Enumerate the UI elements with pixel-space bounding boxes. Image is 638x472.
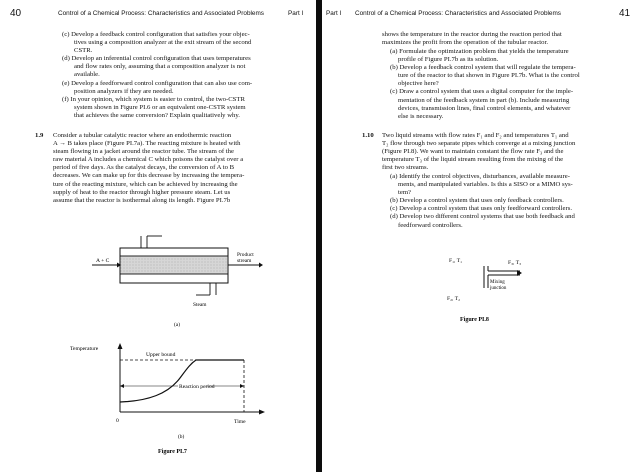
problem-text: Two liquid streams with flow rates F₁ and F₂ and temperatures T₁ and T₂ flow through two separate pipes which converge at a mixing junction (Figure PI.8). We want to maintain constant the flow rate F₃ and the temperature T₃ of the liquid stream resulting from the mixing of the first two streams. [382,132,576,172]
steam-label: Steam [193,302,207,308]
sub-item-c: (c) Develop a feedback control configuration that satisfies your objec- tives using a composition analyzer at the exit stream of the second CSTR. [62,31,252,55]
period-arrowhead-left [120,384,124,388]
reactor-tube [120,256,228,274]
sub-item-d: (d) Develop an inferential control configuration that uses temperatures and flow rates only, assuming that a composition analyzer is not available. [62,55,251,79]
problem-number: 1.10 [362,132,374,139]
running-head: Control of a Chemical Process: Characteristics and Associated Problems [355,10,562,17]
sub-item-f: (f) In your opinion, which system is easier to control, the two-CSTR system shown in Figure PI.6 or an equivalent one-CSTR system that achieves the same conversion? Explain qualitatively why. [62,95,246,119]
sub-item-a: (a) Formulate the optimization problem that yields the temperature profile of Figure PI.7b as its solution. [390,48,569,64]
y-axis-label: Temperature [70,346,99,352]
page-number: 41 [619,8,631,19]
sub-item-e: (e) Develop a feedforward control configuration that can also use com- position analyzers if they are needed. [62,79,253,95]
reaction-period-label: Reaction period [179,384,215,390]
mixing-diagram [447,258,522,323]
continued-text: shows the temperature in the reactor during the reaction period that maximizes the profit from the operation of the tubular reactor. [382,31,562,47]
x-axis-arrow [259,410,265,415]
f2-label: F₂, T₂ [447,296,461,302]
f1-label: F₁, T₁ [449,258,463,264]
temperature-profile [70,343,265,440]
sub-item-a: (a) Identify the control objectives, disturbances, available measure- ments, and manipulated variables. Is this a SISO or a MIMO sys- tem? [390,173,573,197]
figure-a-caption: (a) [174,322,180,328]
mixing-label: Mixing [490,280,505,285]
figure-caption: Figure PI.7 [158,449,187,455]
left-page [0,0,316,472]
problem-number: 1.9 [35,132,44,139]
figure-pi7 [0,0,316,472]
sub-item-c: (c) Draw a control system that uses a digital computer for the imple- mentation of the feedback system in part (b). Include measuring devices, transmission lines, final control elements, and whatever else is necessary. [390,88,574,120]
product-arrow [259,263,263,268]
f3-label: F₃, T₃ [508,260,522,266]
feed-label: A + C [96,258,110,264]
figure-b-caption: (b) [178,434,185,440]
product-label-2: stream [237,258,252,264]
part-label: Part I [326,10,342,17]
running-head: Control of a Chemical Process: Characteristics and Associated Problems [58,10,265,17]
sub-item-b: (b) Develop a feedback control system that will regulate the tempera- ture of the reactor to that shown in Figure PI.7b. What is the control objective here? [390,64,580,88]
temperature-curve [120,360,244,402]
x-axis-label: Time [234,419,246,425]
problem-text: Consider a tubular catalytic reactor where an endothermic reaction A → B takes place (Figure PI.7a). The reacting mixture is heated with steam flowing in a jacket around the reactor tube. The stream of the raw material A includes a chemical C which poisons the catalyst over a period of five days. As the catalyst decays, the conversion of A to B decreases. We can make up for this decrease by increasing the tempera- ture of the reacting mixture, which can be achieved by increasing the supply of heat to the reactor through higher pressure steam. Let us assume that the reactor is isothermal along its length. Figure PI.7b [53,132,245,204]
upper-bound-label: Upper bound [146,352,176,358]
sub-item-d: (d) Develop two different control systems that use both feedback and feedforward controllers. [390,213,575,229]
figure-caption: Figure PI.8 [460,317,489,323]
reactor-diagram [92,236,263,328]
period-arrowhead-right [240,384,244,388]
figure-pi8 [322,0,638,472]
product-label: Product [237,252,254,258]
origin-label: 0 [116,418,119,424]
right-page [322,0,638,472]
y-axis-arrow [118,343,123,349]
sub-item-b: (b) Develop a control system that uses only feedback controllers. [390,197,564,205]
part-label: Part I [288,10,304,17]
junction-label: junction [490,286,507,291]
page-number: 40 [10,8,22,19]
sub-item-c: (c) Develop a control system that uses only feedforward controllers. [390,205,572,213]
